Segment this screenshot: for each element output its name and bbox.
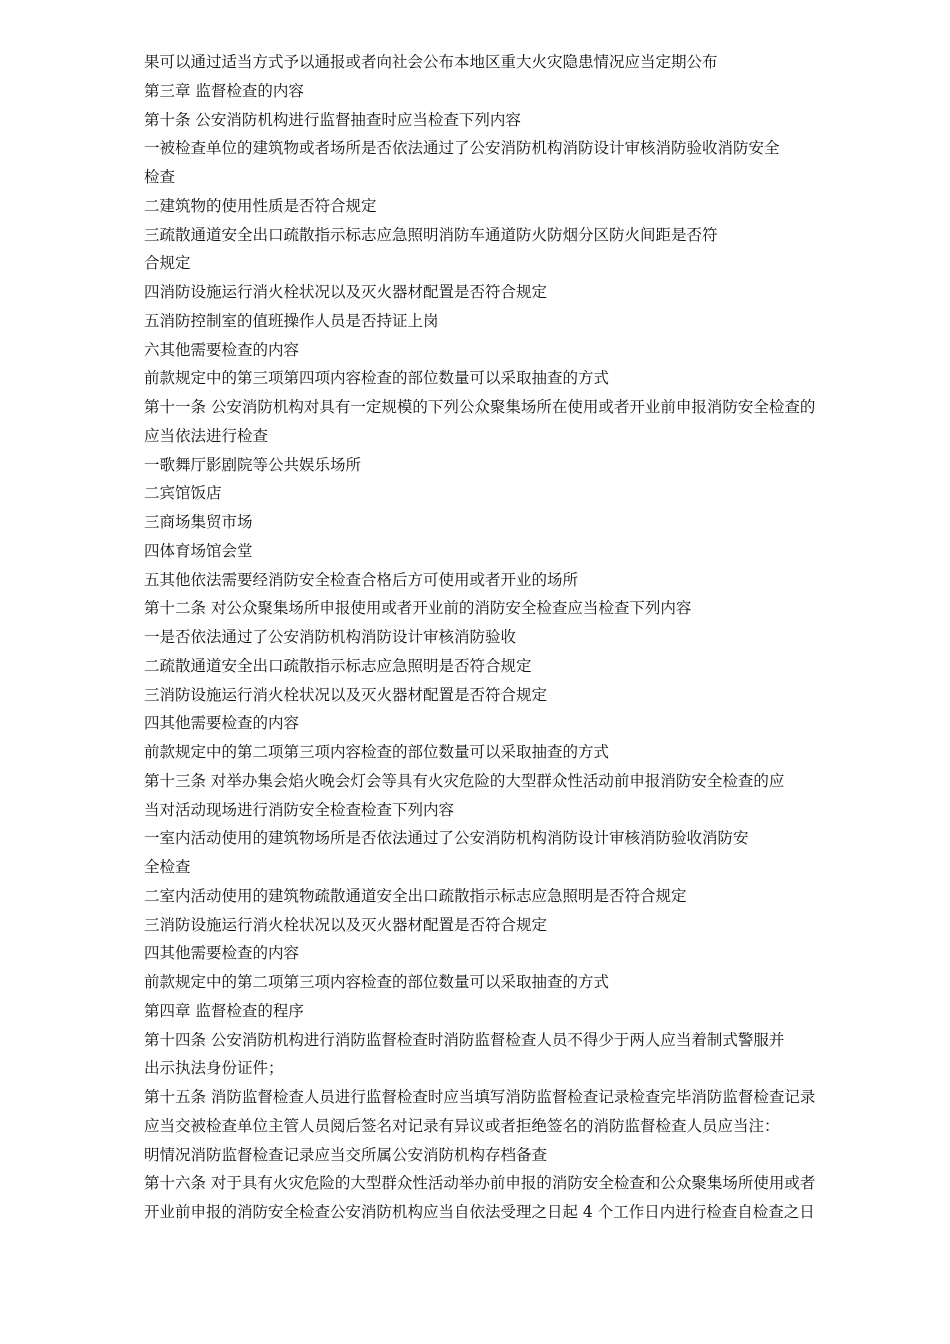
text-line: 前款规定中的第二项第三项内容检查的部位数量可以采取抽查的方式 bbox=[144, 973, 610, 991]
text-line: 合规定 bbox=[144, 254, 191, 273]
text-line: 第四章 监督检查的程序 bbox=[144, 1001, 304, 1020]
text-line: 当对活动现场进行消防安全检查检查下列内容 bbox=[144, 800, 455, 819]
text-line: 明情况消防监督检查记录应当交所属公安消防机构存档备查 bbox=[144, 1145, 548, 1164]
text-line: 前款规定中的第二项第三项内容检查的部位数量可以采取抽查的方式 bbox=[144, 743, 610, 761]
text-line: 四消防设施运行消火栓状况以及灭火器材配置是否符合规定 bbox=[144, 283, 548, 301]
text-line: 第十一条 公安消防机构对具有一定规模的下列公众聚集场所在使用或者开业前申报消防安全检查的 bbox=[144, 398, 816, 416]
text-line: 二建筑物的使用性质是否符合规定 bbox=[144, 196, 377, 215]
text-line: 一是否依法通过了公安消防机构消防设计审核消防验收 bbox=[144, 628, 517, 646]
text-line: 检查 bbox=[144, 168, 176, 186]
text-line: 第十四条 公安消防机构进行消防监督检查时消防监督检查人员不得少于两人应当着制式警服并 bbox=[144, 1030, 785, 1049]
text-line: 一歌舞厅影剧院等公共娱乐场所 bbox=[144, 455, 362, 474]
text-line: 三消防设施运行消火栓状况以及灭火器材配置是否符合规定 bbox=[144, 685, 548, 704]
text-line: 四其他需要检查的内容 bbox=[144, 944, 300, 963]
text-line: 一室内活动使用的建筑物场所是否依法通过了公安消防机构消防设计审核消防验收消防安 bbox=[144, 829, 749, 848]
text-line: 二宾馆饭店 bbox=[144, 484, 222, 503]
text-line: 第十二条 对公众聚集场所申报使用或者开业前的消防安全检查应当检查下列内容 bbox=[144, 599, 692, 618]
text-line: 全检查 bbox=[144, 858, 191, 876]
text-line: 第十六条 对于具有火灾危险的大型群众性活动举办前申报的消防安全检查和公众聚集场所使用或者 bbox=[144, 1174, 816, 1193]
text-line: 一被检查单位的建筑物或者场所是否依法通过了公安消防机构消防设计审核消防验收消防安全 bbox=[144, 139, 780, 158]
text-line: 应当依法进行检查 bbox=[144, 426, 269, 445]
text-line: 四其他需要检查的内容 bbox=[144, 714, 300, 733]
text-line: 四体育场馆会堂 bbox=[144, 541, 253, 560]
text-line: 第十五条 消防监督检查人员进行监督检查时应当填写消防监督检查记录检查完毕消防监督检查记录 bbox=[144, 1088, 816, 1106]
text-line: 第三章 监督检查的内容 bbox=[144, 81, 304, 100]
text-line: 五消防控制室的值班操作人员是否持证上岗 bbox=[144, 311, 439, 330]
text-line: 开业前申报的消防安全检查公安消防机构应当自依法受理之日起 4 个工作日内进行检查自检查之日 bbox=[144, 1203, 815, 1221]
text-line: 应当交被检查单位主管人员阅后签名对记录有异议或者拒绝签名的消防监督检查人员应当注： bbox=[144, 1116, 780, 1135]
text-line: 第十条 公安消防机构进行监督抽查时应当检查下列内容 bbox=[144, 110, 521, 129]
text-line: 五其他依法需要经消防安全检查合格后方可使用或者开业的场所 bbox=[144, 570, 579, 589]
document-body bbox=[144, 48, 904, 1227]
text-line: 前款规定中的第三项第四项内容检查的部位数量可以采取抽查的方式 bbox=[144, 369, 610, 388]
text-line: 二室内活动使用的建筑物疏散通道安全出口疏散指示标志应急照明是否符合规定 bbox=[144, 886, 687, 905]
text-line: 三消防设施运行消火栓状况以及灭火器材配置是否符合规定 bbox=[144, 915, 548, 934]
text-line: 二疏散通道安全出口疏散指示标志应急照明是否符合规定 bbox=[144, 656, 532, 675]
text-line: 第十三条 对举办集会焰火晚会灯会等具有火灾危险的大型群众性活动前申报消防安全检查的应 bbox=[144, 771, 785, 790]
text-line: 六其他需要检查的内容 bbox=[144, 340, 300, 359]
text-line: 三商场集贸市场 bbox=[144, 513, 253, 531]
text-line: 三疏散通道安全出口疏散指示标志应急照明消防车通道防火防烟分区防火间距是否符 bbox=[144, 225, 718, 244]
text-line: 出示执法身份证件； bbox=[144, 1059, 284, 1078]
text-line: 果可以通过适当方式予以通报或者向社会公布本地区重大火灾隐患情况应当定期公布 bbox=[144, 53, 718, 71]
